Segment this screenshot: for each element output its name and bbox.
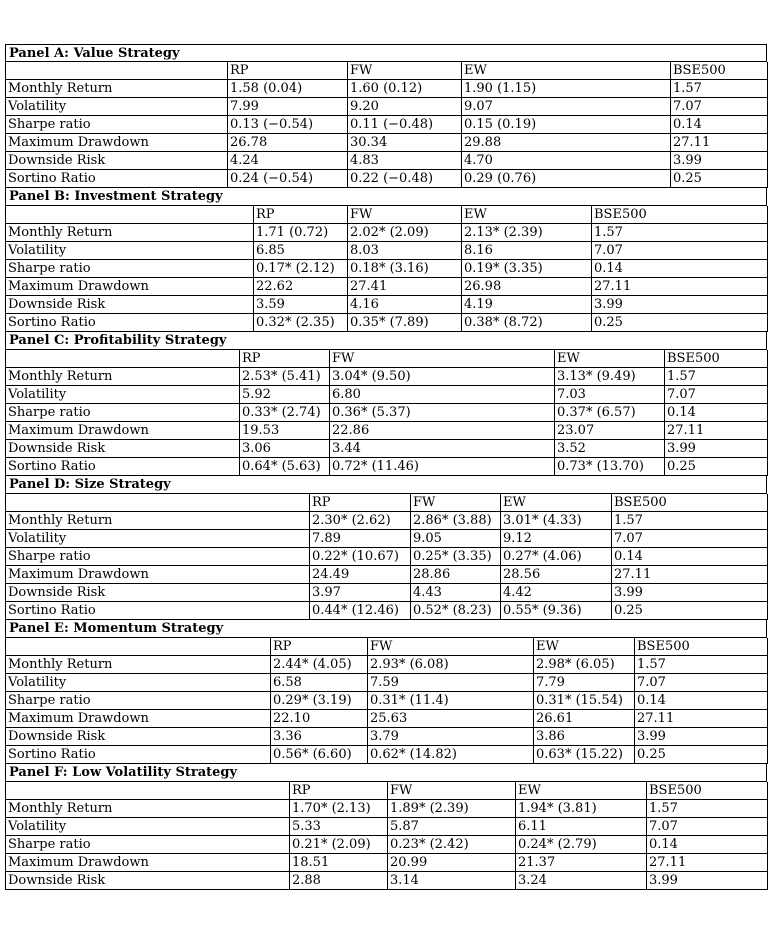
row-label: Volatility — [6, 98, 228, 116]
value-cell: 7.07 — [592, 242, 768, 260]
header-cell-rp: RP — [290, 782, 388, 800]
value-cell: 0.14 — [671, 116, 768, 134]
value-cell: 7.07 — [635, 674, 768, 692]
value-cell: 0.18* (3.16) — [348, 260, 462, 278]
value-cell: 4.83 — [348, 152, 462, 170]
value-cell: 0.25 — [671, 170, 768, 188]
value-cell: 3.86 — [534, 728, 635, 746]
row-label: Maximum Drawdown — [6, 710, 271, 728]
value-cell: 27.11 — [612, 566, 768, 584]
header-cell-bse500: BSE500 — [635, 638, 768, 656]
value-cell: 22.86 — [330, 422, 555, 440]
value-cell: 3.44 — [330, 440, 555, 458]
value-cell: 23.07 — [555, 422, 665, 440]
panel-d-body — [6, 494, 768, 620]
header-cell-metric — [6, 494, 310, 512]
row-label: Downside Risk — [6, 152, 228, 170]
value-cell: 0.24 (−0.54) — [228, 170, 348, 188]
header-cell-rp: RP — [254, 206, 348, 224]
row-label: Sharpe ratio — [6, 260, 254, 278]
header-cell-ew: EW — [534, 638, 635, 656]
header-cell-metric — [6, 782, 290, 800]
row-label: Downside Risk — [6, 296, 254, 314]
value-cell: 0.31* (15.54) — [534, 692, 635, 710]
panel-c-title: Panel C: Profitability Strategy — [5, 332, 767, 350]
value-cell: 0.25 — [612, 602, 768, 620]
value-cell: 0.29 (0.76) — [462, 170, 671, 188]
table-row — [6, 242, 768, 260]
value-cell: 1.57 — [647, 800, 768, 818]
value-cell: 27.11 — [647, 854, 768, 872]
header-cell-fw: FW — [368, 638, 534, 656]
value-cell: 18.51 — [290, 854, 388, 872]
table-row — [6, 98, 768, 116]
row-label: Maximum Drawdown — [6, 854, 290, 872]
value-cell: 19.53 — [240, 422, 330, 440]
header-cell-ew: EW — [462, 206, 592, 224]
value-cell: 3.97 — [310, 584, 411, 602]
value-cell: 6.80 — [330, 386, 555, 404]
value-cell: 7.59 — [368, 674, 534, 692]
row-label: Maximum Drawdown — [6, 566, 310, 584]
panel-b-body — [6, 206, 768, 332]
value-cell: 0.73* (13.70) — [555, 458, 665, 476]
header-cell-bse500: BSE500 — [612, 494, 768, 512]
table-row — [6, 854, 768, 872]
value-cell: 9.12 — [501, 530, 612, 548]
row-label: Monthly Return — [6, 80, 228, 98]
value-cell: 7.99 — [228, 98, 348, 116]
row-label: Monthly Return — [6, 512, 310, 530]
value-cell: 0.14 — [647, 836, 768, 854]
value-cell: 0.55* (9.36) — [501, 602, 612, 620]
value-cell: 0.31* (11.4) — [368, 692, 534, 710]
table-row — [6, 458, 768, 476]
panel-b — [5, 188, 767, 332]
value-cell: 4.42 — [501, 584, 612, 602]
value-cell: 24.49 — [310, 566, 411, 584]
table-row — [6, 368, 768, 386]
table-row — [6, 692, 768, 710]
panel-d-title: Panel D: Size Strategy — [5, 476, 767, 494]
value-cell: 0.27* (4.06) — [501, 548, 612, 566]
value-cell: 0.14 — [612, 548, 768, 566]
value-cell: 0.64* (5.63) — [240, 458, 330, 476]
panel-b-table — [5, 206, 768, 332]
panel-f — [5, 764, 767, 890]
value-cell: 1.94* (3.81) — [516, 800, 647, 818]
value-cell: 1.57 — [665, 368, 768, 386]
row-label: Maximum Drawdown — [6, 422, 240, 440]
table-row — [6, 152, 768, 170]
table-row — [6, 296, 768, 314]
panel-b-title: Panel B: Investment Strategy — [5, 188, 767, 206]
value-cell: 3.06 — [240, 440, 330, 458]
value-cell: 3.59 — [254, 296, 348, 314]
value-cell: 0.24* (2.79) — [516, 836, 647, 854]
row-label: Sharpe ratio — [6, 692, 271, 710]
value-cell: 0.22 (−0.48) — [348, 170, 462, 188]
value-cell: 7.03 — [555, 386, 665, 404]
table-row — [6, 386, 768, 404]
value-cell: 0.52* (8.23) — [411, 602, 501, 620]
value-cell: 0.19* (3.35) — [462, 260, 592, 278]
row-label: Sharpe ratio — [6, 548, 310, 566]
value-cell: 0.72* (11.46) — [330, 458, 555, 476]
value-cell: 5.92 — [240, 386, 330, 404]
value-cell: 22.10 — [271, 710, 368, 728]
value-cell: 29.88 — [462, 134, 671, 152]
value-cell: 0.37* (6.57) — [555, 404, 665, 422]
value-cell: 3.99 — [635, 728, 768, 746]
table-row — [6, 530, 768, 548]
value-cell: 0.21* (2.09) — [290, 836, 388, 854]
panel-d — [5, 476, 767, 620]
value-cell: 8.16 — [462, 242, 592, 260]
table-row — [6, 728, 768, 746]
value-cell: 2.93* (6.08) — [368, 656, 534, 674]
value-cell: 0.13 (−0.54) — [228, 116, 348, 134]
value-cell: 6.85 — [254, 242, 348, 260]
panel-a-table — [5, 62, 768, 188]
row-label: Sortino Ratio — [6, 602, 310, 620]
value-cell: 2.98* (6.05) — [534, 656, 635, 674]
value-cell: 0.15 (0.19) — [462, 116, 671, 134]
panel-d-table — [5, 494, 768, 620]
table-row — [6, 674, 768, 692]
panel-e-body — [6, 638, 768, 764]
header-cell-fw: FW — [348, 62, 462, 80]
value-cell: 0.62* (14.82) — [368, 746, 534, 764]
table-row — [6, 422, 768, 440]
value-cell: 4.43 — [411, 584, 501, 602]
value-cell: 0.29* (3.19) — [271, 692, 368, 710]
row-label: Downside Risk — [6, 728, 271, 746]
value-cell: 25.63 — [368, 710, 534, 728]
value-cell: 5.33 — [290, 818, 388, 836]
value-cell: 3.36 — [271, 728, 368, 746]
table-row — [6, 134, 768, 152]
value-cell: 2.30* (2.62) — [310, 512, 411, 530]
value-cell: 0.14 — [592, 260, 768, 278]
row-label: Monthly Return — [6, 224, 254, 242]
row-label: Sortino Ratio — [6, 170, 228, 188]
table-row — [6, 872, 768, 890]
value-cell: 2.13* (2.39) — [462, 224, 592, 242]
row-label: Volatility — [6, 386, 240, 404]
table-row — [6, 260, 768, 278]
value-cell: 0.32* (2.35) — [254, 314, 348, 332]
value-cell: 0.33* (2.74) — [240, 404, 330, 422]
header-row — [6, 782, 768, 800]
value-cell: 27.41 — [348, 278, 462, 296]
value-cell: 3.99 — [665, 440, 768, 458]
header-cell-bse500: BSE500 — [665, 350, 768, 368]
value-cell: 1.71 (0.72) — [254, 224, 348, 242]
value-cell: 0.44* (12.46) — [310, 602, 411, 620]
value-cell: 1.60 (0.12) — [348, 80, 462, 98]
row-label: Monthly Return — [6, 368, 240, 386]
table-row — [6, 224, 768, 242]
header-cell-ew: EW — [555, 350, 665, 368]
header-cell-rp: RP — [271, 638, 368, 656]
value-cell: 28.86 — [411, 566, 501, 584]
value-cell: 7.07 — [665, 386, 768, 404]
value-cell: 0.25 — [592, 314, 768, 332]
value-cell: 0.14 — [635, 692, 768, 710]
value-cell: 3.04* (9.50) — [330, 368, 555, 386]
row-label: Volatility — [6, 242, 254, 260]
header-cell-fw: FW — [330, 350, 555, 368]
table-row — [6, 404, 768, 422]
value-cell: 3.14 — [388, 872, 516, 890]
table-row — [6, 710, 768, 728]
row-label: Maximum Drawdown — [6, 278, 254, 296]
header-cell-rp: RP — [310, 494, 411, 512]
value-cell: 7.07 — [647, 818, 768, 836]
value-cell: 26.61 — [534, 710, 635, 728]
value-cell: 5.87 — [388, 818, 516, 836]
table-row — [6, 602, 768, 620]
value-cell: 0.35* (7.89) — [348, 314, 462, 332]
panel-c-body — [6, 350, 768, 476]
value-cell: 9.07 — [462, 98, 671, 116]
value-cell: 7.07 — [671, 98, 768, 116]
panel-a-body — [6, 62, 768, 188]
value-cell: 4.70 — [462, 152, 671, 170]
value-cell: 8.03 — [348, 242, 462, 260]
value-cell: 28.56 — [501, 566, 612, 584]
panel-f-title: Panel F: Low Volatility Strategy — [5, 764, 767, 782]
panel-c — [5, 332, 767, 476]
table-row — [6, 116, 768, 134]
value-cell: 20.99 — [388, 854, 516, 872]
table-row — [6, 836, 768, 854]
header-cell-ew: EW — [501, 494, 612, 512]
row-label: Sortino Ratio — [6, 746, 271, 764]
header-row — [6, 638, 768, 656]
value-cell: 2.86* (3.88) — [411, 512, 501, 530]
panel-f-body — [6, 782, 768, 890]
header-cell-metric — [6, 206, 254, 224]
header-cell-metric — [6, 638, 271, 656]
row-label: Sharpe ratio — [6, 116, 228, 134]
panel-a-title: Panel A: Value Strategy — [5, 44, 767, 62]
header-cell-metric — [6, 350, 240, 368]
value-cell: 26.78 — [228, 134, 348, 152]
value-cell: 9.20 — [348, 98, 462, 116]
value-cell: 7.89 — [310, 530, 411, 548]
panel-f-table — [5, 782, 768, 890]
header-row — [6, 494, 768, 512]
value-cell: 7.79 — [534, 674, 635, 692]
header-cell-rp: RP — [240, 350, 330, 368]
row-label: Sortino Ratio — [6, 458, 240, 476]
row-label: Monthly Return — [6, 800, 290, 818]
value-cell: 3.99 — [612, 584, 768, 602]
value-cell: 1.90 (1.15) — [462, 80, 671, 98]
value-cell: 3.99 — [647, 872, 768, 890]
header-cell-bse500: BSE500 — [592, 206, 768, 224]
value-cell: 0.23* (2.42) — [388, 836, 516, 854]
value-cell: 27.11 — [665, 422, 768, 440]
value-cell: 2.44* (4.05) — [271, 656, 368, 674]
value-cell: 27.11 — [635, 710, 768, 728]
row-label: Downside Risk — [6, 440, 240, 458]
value-cell: 6.58 — [271, 674, 368, 692]
value-cell: 2.53* (5.41) — [240, 368, 330, 386]
value-cell: 2.02* (2.09) — [348, 224, 462, 242]
value-cell: 0.36* (5.37) — [330, 404, 555, 422]
value-cell: 0.25 — [635, 746, 768, 764]
table-row — [6, 584, 768, 602]
value-cell: 0.14 — [665, 404, 768, 422]
value-cell: 0.17* (2.12) — [254, 260, 348, 278]
row-label: Volatility — [6, 674, 271, 692]
value-cell: 3.01* (4.33) — [501, 512, 612, 530]
value-cell: 3.52 — [555, 440, 665, 458]
header-row — [6, 206, 768, 224]
value-cell: 4.24 — [228, 152, 348, 170]
value-cell: 0.25 — [665, 458, 768, 476]
value-cell: 27.11 — [592, 278, 768, 296]
header-cell-fw: FW — [348, 206, 462, 224]
header-cell-bse500: BSE500 — [647, 782, 768, 800]
value-cell: 1.57 — [671, 80, 768, 98]
value-cell: 3.79 — [368, 728, 534, 746]
header-cell-ew: EW — [516, 782, 647, 800]
value-cell: 26.98 — [462, 278, 592, 296]
table-row — [6, 512, 768, 530]
value-cell: 0.38* (8.72) — [462, 314, 592, 332]
value-cell: 0.56* (6.60) — [271, 746, 368, 764]
table-row — [6, 440, 768, 458]
value-cell: 30.34 — [348, 134, 462, 152]
table-row — [6, 170, 768, 188]
panel-e-title: Panel E: Momentum Strategy — [5, 620, 767, 638]
value-cell: 1.57 — [592, 224, 768, 242]
value-cell: 3.24 — [516, 872, 647, 890]
panel-e — [5, 620, 767, 764]
header-cell-fw: FW — [388, 782, 516, 800]
row-label: Downside Risk — [6, 872, 290, 890]
value-cell: 9.05 — [411, 530, 501, 548]
header-cell-rp: RP — [228, 62, 348, 80]
value-cell: 0.25* (3.35) — [411, 548, 501, 566]
value-cell: 22.62 — [254, 278, 348, 296]
table-row — [6, 80, 768, 98]
value-cell: 4.16 — [348, 296, 462, 314]
panel-a — [5, 44, 767, 188]
header-cell-fw: FW — [411, 494, 501, 512]
table-row — [6, 818, 768, 836]
header-row — [6, 62, 768, 80]
value-cell: 2.88 — [290, 872, 388, 890]
value-cell: 1.57 — [635, 656, 768, 674]
row-label: Sortino Ratio — [6, 314, 254, 332]
table-row — [6, 548, 768, 566]
table-row — [6, 566, 768, 584]
table-row — [6, 800, 768, 818]
row-label: Maximum Drawdown — [6, 134, 228, 152]
row-label: Volatility — [6, 818, 290, 836]
value-cell: 1.58 (0.04) — [228, 80, 348, 98]
header-cell-metric — [6, 62, 228, 80]
panel-e-table — [5, 638, 768, 764]
value-cell: 7.07 — [612, 530, 768, 548]
value-cell: 3.99 — [671, 152, 768, 170]
table-row — [6, 656, 768, 674]
value-cell: 1.70* (2.13) — [290, 800, 388, 818]
header-cell-ew: EW — [462, 62, 671, 80]
value-cell: 3.99 — [592, 296, 768, 314]
value-cell: 27.11 — [671, 134, 768, 152]
value-cell: 3.13* (9.49) — [555, 368, 665, 386]
header-cell-bse500: BSE500 — [671, 62, 768, 80]
value-cell: 4.19 — [462, 296, 592, 314]
table-row — [6, 746, 768, 764]
value-cell: 1.57 — [612, 512, 768, 530]
value-cell: 0.11 (−0.48) — [348, 116, 462, 134]
value-cell: 0.22* (10.67) — [310, 548, 411, 566]
value-cell: 6.11 — [516, 818, 647, 836]
row-label: Sharpe ratio — [6, 404, 240, 422]
value-cell: 21.37 — [516, 854, 647, 872]
value-cell: 1.89* (2.39) — [388, 800, 516, 818]
results-document — [5, 44, 767, 890]
table-row — [6, 314, 768, 332]
value-cell: 0.63* (15.22) — [534, 746, 635, 764]
row-label: Monthly Return — [6, 656, 271, 674]
header-row — [6, 350, 768, 368]
table-row — [6, 278, 768, 296]
panel-c-table — [5, 350, 768, 476]
row-label: Volatility — [6, 530, 310, 548]
row-label: Sharpe ratio — [6, 836, 290, 854]
row-label: Downside Risk — [6, 584, 310, 602]
